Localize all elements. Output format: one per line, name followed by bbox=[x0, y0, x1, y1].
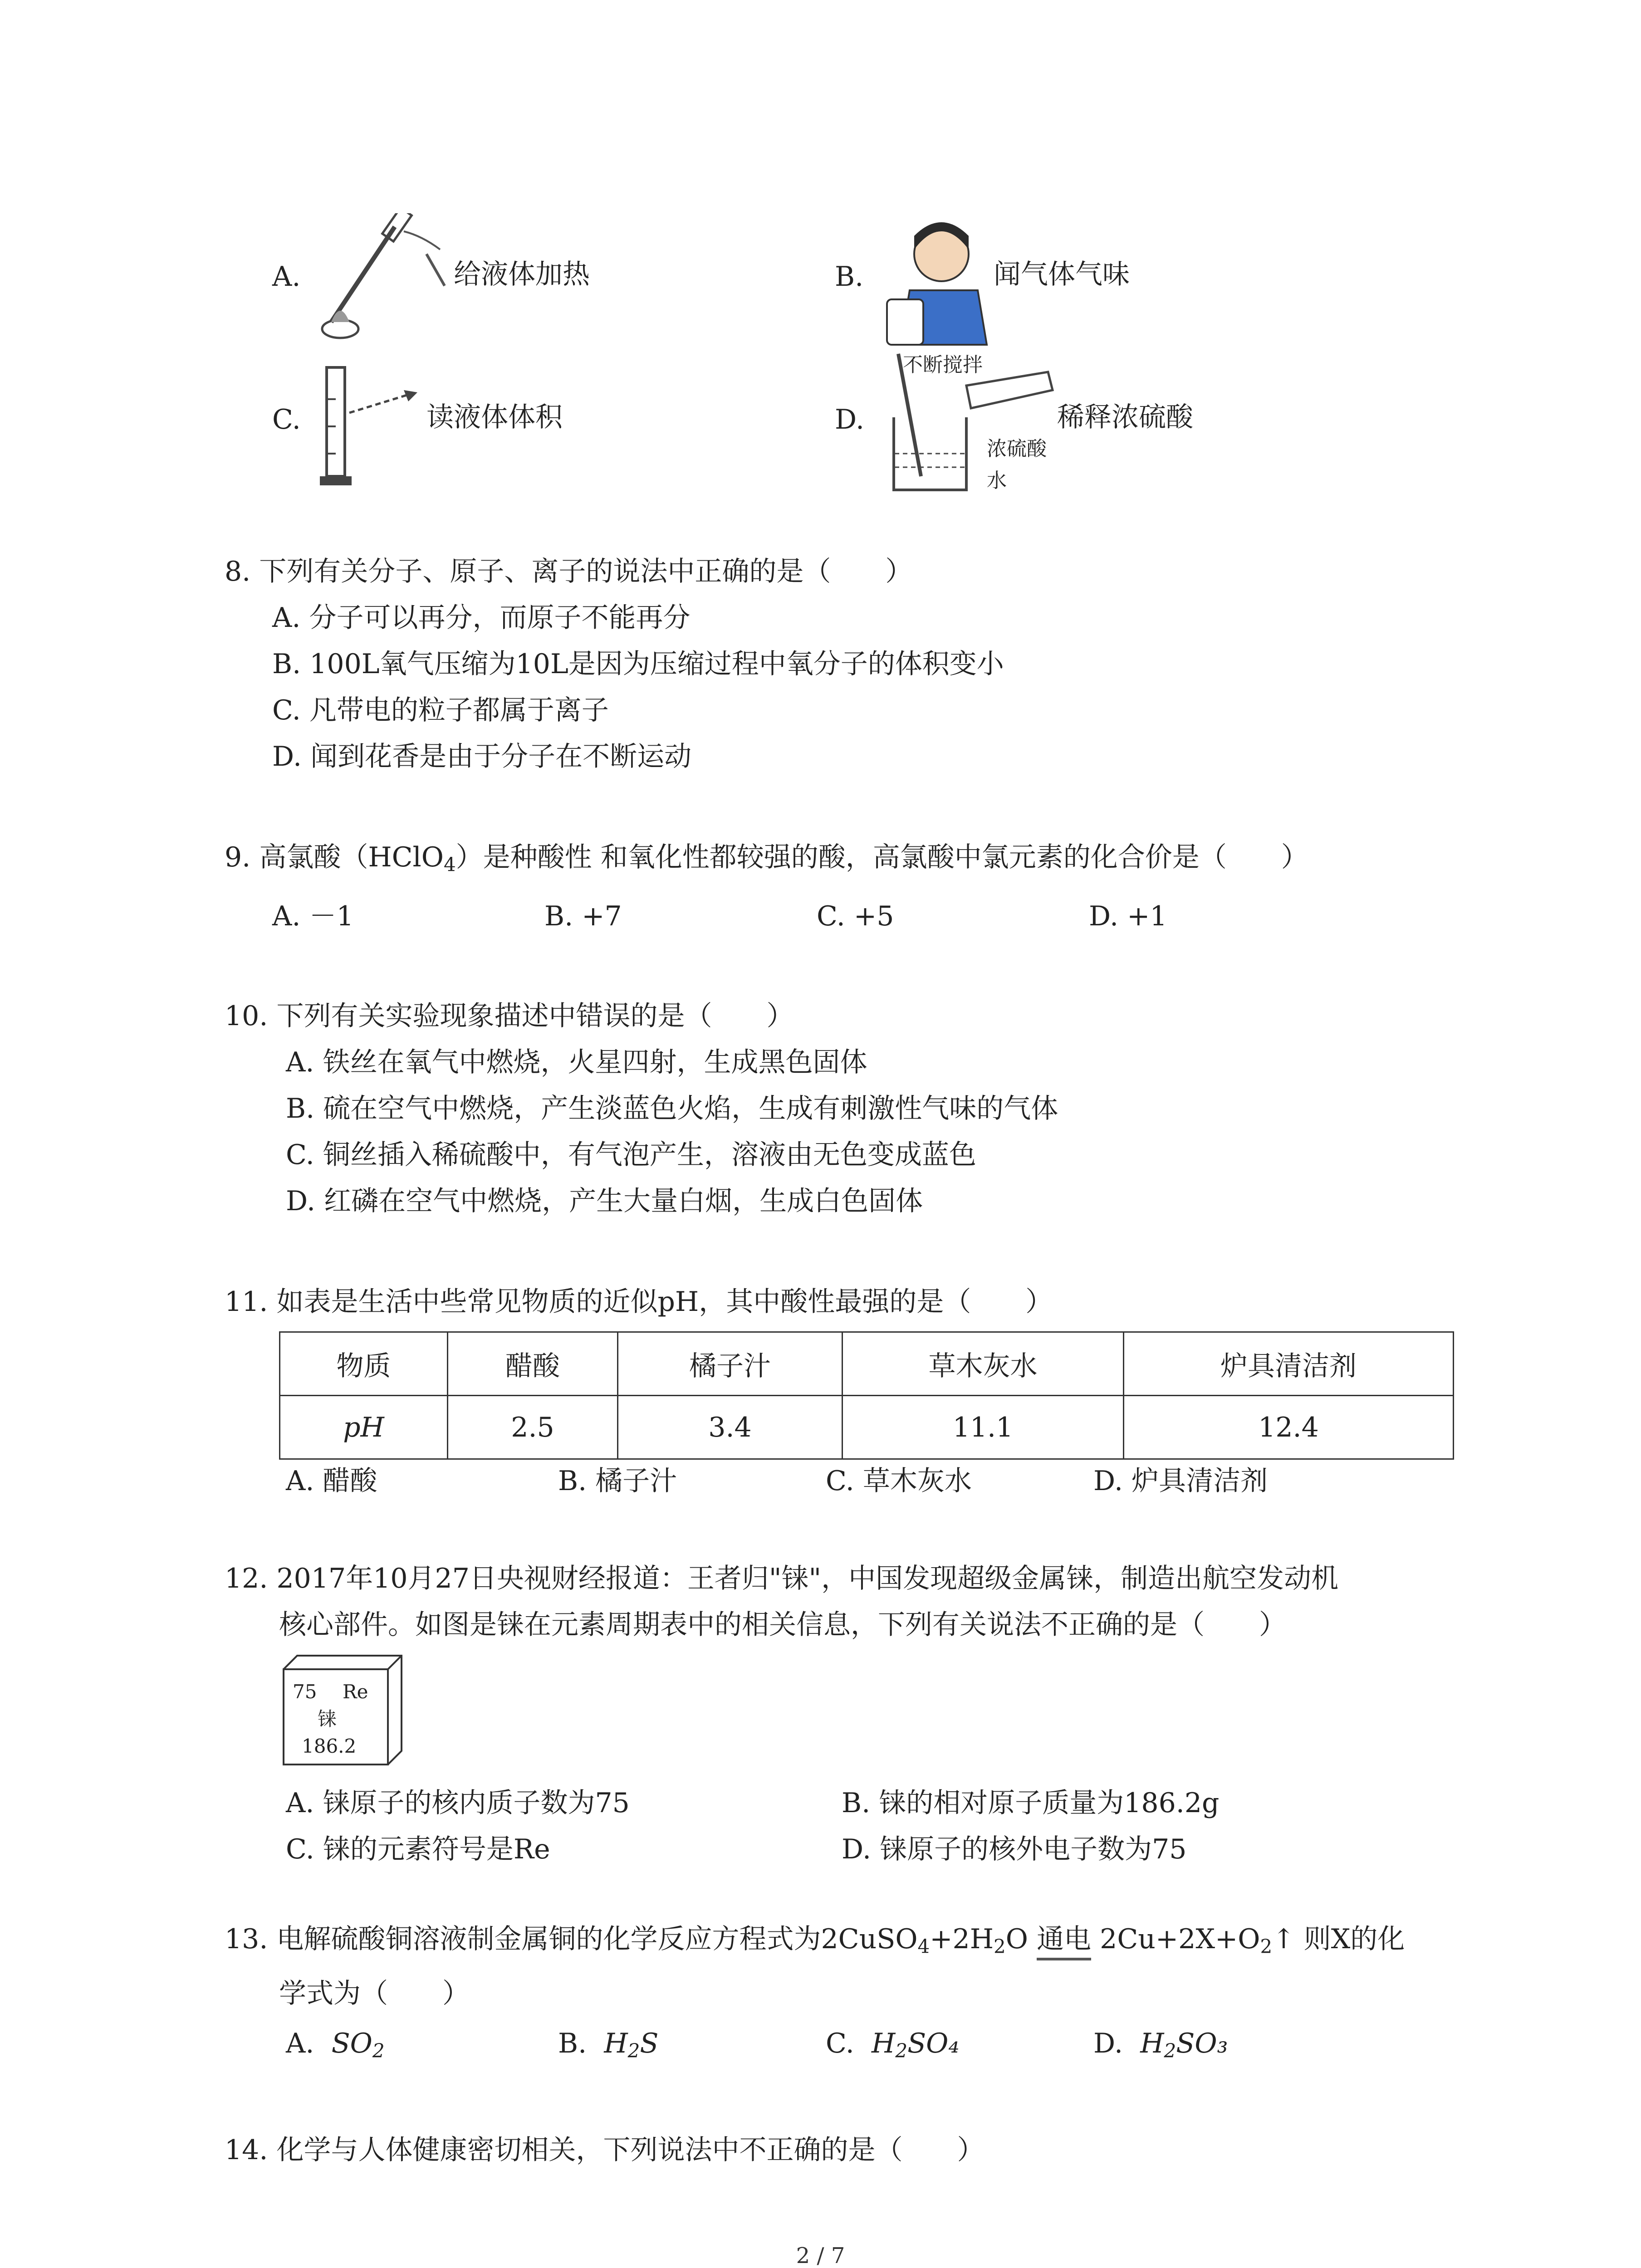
q10-option-b: B. 硫在空气中燃烧，产生淡蓝色火焰，生成有刺激性气味的气体 bbox=[286, 1093, 1058, 1124]
ph-table-cell: pH bbox=[280, 1396, 448, 1459]
q12-stem-line1: 12. 2017年10月27日央视财经报道：王者归"铼"，中国发现超级金属铼，制造出航空发动机 bbox=[225, 1563, 1339, 1594]
ph-table-row bbox=[280, 1396, 1454, 1459]
q7-a-label: 给液体加热 bbox=[454, 259, 590, 290]
q7-d-annot-stir: 不断搅拌 bbox=[903, 354, 983, 376]
q7-a-letter: A. bbox=[272, 261, 301, 293]
q13-stem-line2: 学式为（ ） bbox=[279, 1978, 470, 2009]
q8-option-c: C. 凡带电的粒子都属于离子 bbox=[272, 694, 609, 726]
q7-c-letter: C. bbox=[272, 404, 301, 435]
q9-option-d: D. +1 bbox=[1089, 900, 1167, 932]
q13-equation bbox=[821, 1923, 1295, 1958]
q7-d-label: 稀释浓硫酸 bbox=[1057, 401, 1193, 433]
element-mass: 186.2 bbox=[302, 1735, 357, 1757]
q10-option-a: A. 铁丝在氧气中燃烧，火星四射，生成黑色固体 bbox=[286, 1046, 867, 1078]
q9-option-b: B. +7 bbox=[544, 900, 622, 932]
q10-option-d: D. 红磷在空气中燃烧，产生大量白烟，生成白色固体 bbox=[286, 1185, 923, 1217]
q13-eq-part: +2H bbox=[930, 1923, 994, 1955]
q9-stem-part2: ）是种酸性 和氧化性都较强的酸，高氯酸中氯元素的化合价是（ ） bbox=[456, 841, 1308, 873]
ph-table-cell: 11.1 bbox=[843, 1396, 1124, 1459]
q7-b-letter: B. bbox=[835, 261, 864, 293]
q13-option-c bbox=[826, 2025, 959, 2069]
q12-stem-line2: 核心部件。如图是铼在元素周期表中的相关信息，下列有关说法不正确的是（ ） bbox=[279, 1609, 1286, 1641]
ph-table-cell: 2.5 bbox=[448, 1396, 618, 1459]
q7-b-label: 闻气体气味 bbox=[994, 259, 1130, 290]
formula-part: S bbox=[640, 2028, 659, 2059]
ph-table-header-row bbox=[280, 1332, 1454, 1396]
q14-stem: 14. 化学与人体健康密切相关，下列说法中不正确的是（ ） bbox=[225, 2134, 985, 2166]
q12-option-d: D. 铼原子的核外电子数为75 bbox=[842, 1833, 1187, 1865]
formula-part: H bbox=[604, 2028, 628, 2059]
ph-table-header-cell: 橘子汁 bbox=[618, 1332, 843, 1396]
q13-eq-part: 2Cu+2X+O bbox=[1100, 1923, 1260, 1955]
q8-option-d: D. 闻到花香是由于分子在不断运动 bbox=[272, 741, 692, 772]
q11-option-a: A. 醋酸 bbox=[286, 1465, 377, 1497]
q13-stem-prefix: 13. 电解硫酸铜溶液制金属铜的化学反应方程式为 bbox=[225, 1923, 821, 1955]
q13-eq-condition: 通电 bbox=[1037, 1923, 1091, 1960]
element-name: 铼 bbox=[318, 1708, 337, 1730]
formula-sub: 2 bbox=[895, 2039, 908, 2062]
up-arrow-icon: ↑ bbox=[1272, 1923, 1295, 1955]
formula-part: H bbox=[872, 2028, 896, 2059]
option-letter: C. bbox=[826, 2028, 854, 2059]
ph-table-header-cell: 草木灰水 bbox=[843, 1332, 1124, 1396]
test-tube-heating-icon bbox=[313, 213, 449, 345]
q7-d-annot-water: 水 bbox=[987, 469, 1007, 492]
ph-table-cell: 12.4 bbox=[1124, 1396, 1454, 1459]
option-letter: D. bbox=[1093, 2028, 1123, 2059]
ph-table-header-cell: 物质 bbox=[280, 1332, 448, 1396]
formula-part: SO₃ bbox=[1176, 2028, 1228, 2059]
graduated-cylinder-icon bbox=[318, 363, 426, 490]
q12-option-a: A. 铼原子的核内质子数为75 bbox=[286, 1787, 630, 1819]
q9-option-c: C. +5 bbox=[817, 900, 894, 932]
q10-stem: 10. 下列有关实验现象描述中错误的是（ ） bbox=[225, 1000, 794, 1032]
q13-eq-part: O bbox=[1005, 1923, 1028, 1955]
q9-option-a: A. －1 bbox=[272, 900, 354, 932]
q13-eq-sub: 2 bbox=[1260, 1935, 1273, 1958]
q10-option-c: C. 铜丝插入稀硫酸中，有气泡产生，溶液由无色变成蓝色 bbox=[286, 1139, 976, 1171]
q8-option-a: A. 分子可以再分，而原子不能再分 bbox=[272, 602, 691, 634]
q13-stem bbox=[225, 1921, 1405, 1965]
option-letter: A. bbox=[286, 2028, 314, 2059]
q13-stem-suffix: 则X的化 bbox=[1295, 1923, 1405, 1955]
q13-option-b bbox=[558, 2025, 659, 2069]
ph-table-header-cell: 炉具清洁剂 bbox=[1124, 1332, 1454, 1396]
q7-d-letter: D. bbox=[835, 404, 865, 435]
q9-stem bbox=[225, 839, 1308, 883]
q11-option-b: B. 橘子汁 bbox=[558, 1465, 677, 1497]
formula-part: SO bbox=[331, 2028, 372, 2059]
ph-table-header-cell: 醋酸 bbox=[448, 1332, 618, 1396]
q13-eq-part: 2CuSO bbox=[821, 1923, 918, 1955]
formula-sub: 2 bbox=[1164, 2039, 1176, 2062]
q11-stem: 11. 如表是生活中些常见物质的近似pH，其中酸性最强的是（ ） bbox=[225, 1286, 1053, 1318]
q13-option-a bbox=[286, 2025, 385, 2069]
q13-option-d bbox=[1093, 2025, 1228, 2069]
ph-table-cell: 3.4 bbox=[618, 1396, 843, 1459]
element-number: 75 bbox=[293, 1681, 317, 1703]
q7-c-label: 读液体体积 bbox=[426, 401, 563, 433]
formula-sub: 2 bbox=[627, 2039, 640, 2062]
option-letter: B. bbox=[558, 2028, 587, 2059]
q12-option-b: B. 铼的相对原子质量为186.2g bbox=[842, 1787, 1220, 1819]
q9-stem-sub: 4 bbox=[443, 853, 456, 876]
q8-option-b: B. 100L氧气压缩为10L是因为压缩过程中氧分子的体积变小 bbox=[272, 648, 1004, 680]
page-number: 2 / 7 bbox=[796, 2243, 845, 2268]
formula-sub: 2 bbox=[372, 2039, 385, 2062]
q13-eq-sub: 4 bbox=[917, 1935, 930, 1958]
q13-eq-sub: 2 bbox=[994, 1935, 1006, 1958]
formula-part: SO₄ bbox=[907, 2028, 960, 2059]
q12-option-c: C. 铼的元素符号是Re bbox=[286, 1833, 550, 1865]
q11-option-c: C. 草木灰水 bbox=[826, 1465, 972, 1497]
element-symbol: Re bbox=[343, 1681, 368, 1703]
q9-stem-part1: 9. 高氯酸（HClO bbox=[225, 841, 444, 873]
q8-stem: 8. 下列有关分子、原子、离子的说法中正确的是（ ） bbox=[225, 556, 913, 587]
ph-table bbox=[279, 1331, 1454, 1460]
q7-d-annot-acid: 浓硫酸 bbox=[987, 438, 1047, 460]
formula-part: H bbox=[1140, 2028, 1164, 2059]
q11-option-d: D. 炉具清洁剂 bbox=[1093, 1465, 1268, 1497]
person-smelling-gas-icon bbox=[882, 218, 991, 349]
